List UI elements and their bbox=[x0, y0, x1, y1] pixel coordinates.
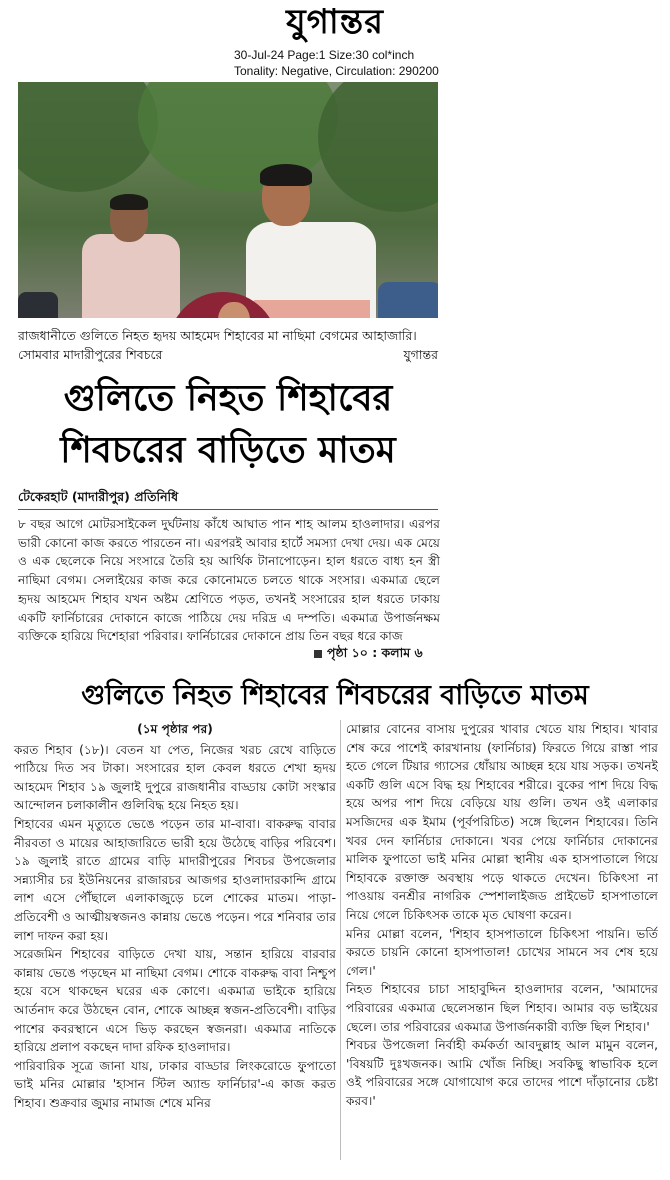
continued-on-marker bbox=[314, 645, 423, 665]
continuation-column-right bbox=[346, 720, 658, 1110]
photo-caption bbox=[18, 326, 438, 364]
front-headline-line2: শিবচরের বাড়িতে মাতম bbox=[60, 429, 396, 471]
front-story-paragraph: ৮ বছর আগে মোটরসাইকেল দুর্ঘটনায় কাঁধে আঘাত পান শাহ আলম হাওলাদার। এরপর ভারী কোনো কাজ করতে পারতেন না। এরপরই আবার হার্টে সমস্যা দেখা দেয়। এক মেয়ে ও এক ছেলেকে নিয়ে সংসারে তৈরি হয় আর্থিক টানাপোড়েন। হাল ধরতে বাধ্য হন স্ত্রী নাছিমা বেগম। সেলাইয়ের কাজ করে কোনোমতে চলতে থাকে সংসার। একমাত্র ছেলে হৃদয় আহমেদ শিহাব যখন অষ্টম শ্রেণিতে পড়ত, তখনই সংসারের হাল ধরতে ঢাকায় একটি ফার্নিচারের দোকানে কাজে পাঠিয়ে দেয় দরিদ্র এ দম্পতি। একমাত্র উপার্জনক্ষম ব্যক্তিকে হারিয়ে দিশেহারা পরিবার। ফার্নিচারের দোকানে প্রায় তিন বছর ধরে কাজ bbox=[18, 517, 440, 644]
front-headline bbox=[18, 372, 438, 476]
square-bullet-icon bbox=[314, 650, 322, 658]
photo-credit: যুগান্তর bbox=[403, 347, 438, 362]
paragraph: মোল্লার বোনের বাসায় দুপুরের খাবার খেতে যায় শিহাব। খাবার শেষ করে পাশেই কারখানায় (ফার্নিচার) ফিরতে গিয়ে রাস্তা পার হতে গেলে টিয়ার গ্যাসের ধোঁয়ায় আচ্ছন্ন হয়ে যায় সড়ক। তখনই একটি গুলি এসে বিদ্ধ হয় শিহাবের শরীরে। বুকের পাশ দিয়ে বিদ্ধ হয়ে অপর পাশ দিয়ে বেড়িয়ে যায় গুলি। তখন ওই এলাকার মসজিদের এক ইমাম (পূর্বপরিচিত) সঙ্গে ছিলেন শিহাবের। তিনি খবর দেন ফার্নিচার দোকানে। খবর পেয়ে ফার্নিচার দোকানের মালিক ফুপাতো ভাই মনির মোল্লা স্থানীয় এক হাসপাতালে গিয়ে শিহাবকে রক্তাক্ত অবস্থায় পড়ে থাকতে দেখেন। চিকিৎসা না পাওয়ায় বনশ্রীর নাগরিক স্পেশালাইজড প্রাইভেট হাসপাতালে নিয়ে গেলে চিকিৎসক তাকে মৃত ঘোষণা করেন। bbox=[346, 722, 658, 922]
column-divider bbox=[340, 720, 341, 1160]
continuation-column-left bbox=[14, 720, 336, 1112]
masthead bbox=[0, 0, 670, 80]
continued-on-text: পৃষ্ঠা ১০ : কলাম ৬ bbox=[327, 645, 423, 660]
byline-rule bbox=[18, 509, 438, 510]
news-photo bbox=[18, 82, 438, 318]
continued-from-label: (১ম পৃষ্ঠার পর) bbox=[137, 722, 213, 736]
paragraph: মনির মোল্লা বলেন, 'শিহাব হাসপাতালে চিকিৎসা পায়নি। ভর্তি করতে চায়নি কোনো হাসপাতাল! চোখের সামনে সব শেষ হয়ে গেল।' bbox=[346, 926, 658, 978]
paragraph: নিহত শিহাবের চাচা সাহাবুদ্দিন হাওলাদার বলেন, 'আমাদের পরিবারের একমাত্র ছেলেসন্তান ছিল শিহাব। আমার বড় ভাইয়ের ছেলে। তার পরিবারের একমাত্র উপার্জনকারী ব্যক্তি ছিল শিহাব।' bbox=[346, 982, 658, 1034]
paragraph: সরেজমিন শিহাবের বাড়িতে দেখা যায়, সন্তান হারিয়ে বারবার কান্নায় ভেঙে পড়ছেন মা নাছিমা বেগম। শোকে বাকরুদ্ধ বাবা নিশ্চুপ হয়ে বসে থাকছেন ঘরের এক কোণে। একমাত্র ভাইকে হারিয়ে আর্তনাদ করে উঠছেন বোন, শোকে আচ্ছন্ন স্বজন-প্রতিবেশী। বাড়ির পাশের কবরস্থানে এসে ভিড় করছেন স্বজনরা। একমাত্র নাতিকে হারিয়ে প্রলাপ বকছেন দাদা রফিক হাওলাদার। bbox=[14, 947, 336, 1055]
paragraph: শিবচর উপজেলা নির্বাহী কর্মকর্তা আবদুল্লাহ আল মামুন বলেন, 'বিষয়টি দুঃখজনক। আমি খোঁজ নিচ্ছি। সবকিছু স্বাভাবিক হলে ওই পরিবারের সঙ্গে যোগাযোগ করে তাদের পাশে দাঁড়ানোর চেষ্টা করব।' bbox=[346, 1038, 658, 1108]
front-headline-line1: গুলিতে নিহত শিহাবের bbox=[63, 377, 393, 419]
paragraph: পারিবারিক সূত্রে জানা যায়, ঢাকার বাড্ডার লিংকরোডে ফুপাতো ভাই মনির মোল্লার 'হাসান স্টিল অ্যান্ড ফার্নিচার'-এ কাজ করত শিহাব। শুক্রবার জুমার নামাজ শেষে মনির bbox=[14, 1058, 336, 1110]
continuation-headline: গুলিতে নিহত শিহাবের শিবচরের বাড়িতে মাতম bbox=[81, 680, 589, 711]
paragraph: করত শিহাব (১৮)। বেতন যা পেত, নিজের খরচ রেখে বাড়িতে পাঠিয়ে দিত সব টাকা। সংসারের হাল কেবল ধরতে শেখা হৃদয় আহমেদ শিহাব ১৯ জুলাই দুপুরে রাজধানীর বাড্ডায় কোটা সংস্কার আন্দোলন চলাকালীন গুলিবিদ্ধ হয়ে নিহত হয়। bbox=[14, 742, 336, 813]
newspaper-logo: যুগান্তর bbox=[286, 1, 384, 42]
clipping-meta-date: 30-Jul-24 Page:1 Size:30 col*inch bbox=[234, 48, 415, 62]
front-story-body bbox=[18, 515, 440, 646]
photo-caption-text: রাজধানীতে গুলিতে নিহত হৃদয় আহমেদ শিহাবের মা নাছিমা বেগমের আহাজারি। সোমবার মাদারীপুরের শিবচরে bbox=[18, 328, 417, 362]
paragraph: শিহাবের এমন মৃত্যুতে ভেঙে পড়েন তার মা-বাবা। বাকরুদ্ধ বাবার নীরবতা ও মায়ের আহাজারিতে ভারী হয়ে উঠেছে বাড়ির পরিবেশ। ১৯ জুলাই রাতে গ্রামের বাড়ি মাদারীপুরের শিবচর উপজেলার সন্ন্যাসীর চর ইউনিয়নের রাজারচর আজগর হাওলাদারকান্দি গ্রামে লাশ এসে পৌঁছালে এলাকাজুড়ে চলে শোকের মাতম। পাড়া-প্রতিবেশী ও আত্মীয়স্বজনও কান্নায় ভেঙে পড়েন। পরে শনিবার তার লাশ দাফন করা হয়। bbox=[14, 816, 336, 943]
clipping-meta-tonality: Tonality: Negative, Circulation: 290200 bbox=[234, 64, 439, 78]
byline: টেকেরহাট (মাদারীপুর) প্রতিনিধি bbox=[18, 489, 179, 504]
